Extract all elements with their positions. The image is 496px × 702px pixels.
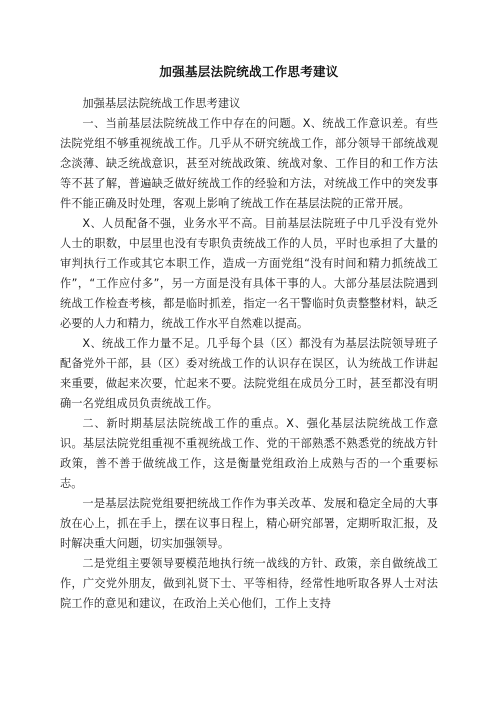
paragraph-capacity: X、统战工作力量不足。几乎每个县（区）都没有为基层法院领导班子配备党外干部，县（区）委对统战工作的认识存在误区，认为统战工作讲起来重要，做起来次要，忙起来不要。法院党组在成员分工时，甚至都没有明确一名党组成员负责统战工作。 — [60, 337, 438, 410]
paragraph-key-points: 二、新时期基层法院统战工作的重点。X、强化基层法院统战工作意识。基层法院党组重视不重视统战工作、党的干部熟悉不熟悉党的统战方针政策，善不善于做统战工作，这是衡量党组政治上成熟与否的一个重要标志。 — [60, 417, 438, 490]
document-title: 加强基层法院统战工作思考建议 — [159, 64, 339, 79]
paragraph-problems-awareness: 一、当前基层法院统战工作中存在的问题。X、统战工作意识差。有些法院党组不够重视统战工作。几乎从不研究统战工作，部分领导干部统战观念淡薄、缺乏统战意识，甚至对统战政策、统战对象、工作目的和工作方法等不甚了解，普遍缺乏做好统战工作的经验和方法，对统战工作中的突发事件不能正确及时处理，客观上影响了统战工作在基层法院的正常开展。 — [60, 117, 438, 210]
paragraph-subtitle: 加强基层法院统战工作思考建议 — [82, 97, 241, 110]
paragraph-point-one: 一是基层法院党组要把统战工作作为事关改革、发展和稳定全局的大事放在心上，抓在手上，摆在议事日程上，精心研究部署，定期听取汇报，及时解决重大问题，切实加强领导。 — [60, 497, 438, 550]
paragraph-point-two: 二是党组主要领导要模范地执行统一战线的方针、政策，亲自做统战工作，广交党外朋友，做到礼贤下士、平等相待，经常性地听取各界人士对法院工作的意见和建议，在政治上关心他们，工作上支持 — [60, 557, 438, 610]
paragraph-staffing: X、人员配备不强，业务水平不高。目前基层法院班子中几乎没有党外人士的职数，中层里也没有专职负责统战工作的人员，平时也承担了大量的审判执行工作或其它本职工作，造成一方面党组“没有时间和精力抓统战工作”，“工作应付多”，另一方面是没有具体干事的人。大部分基层法院遇到统战工作检查考核，都是临时抓差，指定一名干警临时负责整整材料，缺乏必要的人力和精力，统战工作水平自然难以提高。 — [60, 217, 438, 330]
